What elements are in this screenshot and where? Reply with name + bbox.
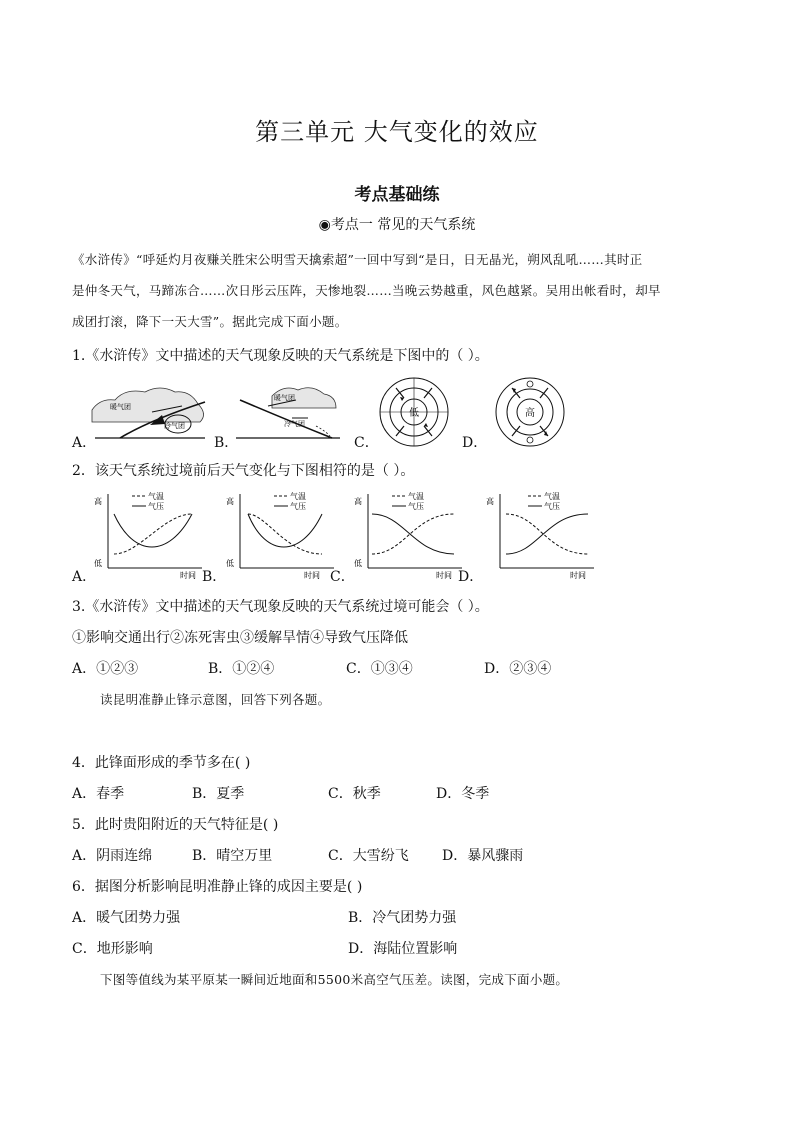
topic-heading: ◉考点一 常见的天气系统 [318,217,476,233]
graph-b-pressure-legend: 气压 [290,502,306,511]
graph-c-temp-legend: 气温 [408,492,424,501]
q1-option-b-label: B． [214,435,239,451]
fig-c-center-label: 低 [409,408,419,419]
graph-b-low: 低 [226,559,234,568]
cyclone-diagram [378,376,450,448]
fig-d-center-label: 高 [525,408,535,419]
q5-option-a: A．阴雨连绵 [72,848,153,864]
graph-b-high: 高 [226,497,234,506]
graph-a [94,488,206,580]
question-2: 2．该天气系统过境前后天气变化与下图相符的是（ ）。 [72,463,415,479]
intro-line-2: 是仲冬天气，马蹄冻合……次日彤云压阵，天惨地裂……当晚云势越重，风色越紧。吴用出帐看时，却早 [72,283,661,298]
graph-c-time: 时间 [436,571,452,580]
q4-option-c: C．秋季 [328,786,381,802]
warm-front-diagram [232,380,344,442]
graph-c [354,488,466,580]
question-1: 1.《水浒传》文中描述的天气现象反映的天气系统是下图中的（ ）。 [72,348,489,364]
q5-option-c: C．大雪纷飞 [328,848,409,864]
question-3: 3.《水浒传》文中描述的天气现象反映的天气系统过境可能会（ ）。 [72,599,489,615]
q1-option-c-label: C． [354,435,379,451]
graph-d-high: 高 [486,497,494,506]
q3-option-a: A．①②③ [72,661,139,677]
q6-option-b: B．冷气团势力强 [348,910,457,926]
q2-option-b-label: B． [202,569,227,585]
intro-line-1: 《水浒传》“呼延灼月夜赚关胜宋公明雪天擒索超”一回中写到“是日，日无晶光，朔风乱吼……其时正 [72,252,643,267]
q1-option-d-label: D． [462,435,488,451]
q4-option-b: B．夏季 [192,786,245,802]
graph-a-temp-legend: 气温 [148,492,164,501]
question-4: 4．此锋面形成的季节多在( ) [72,755,251,771]
graph-d [486,488,598,580]
anticyclone-diagram [494,376,566,448]
q2-option-c-label: C． [330,569,355,585]
graph-c-low: 低 [354,559,362,568]
q6-option-a: A．暖气团势力强 [72,910,181,926]
intro-front-map: 读昆明准静止锋示意图，回答下列各题。 [100,692,331,707]
q5-option-d: D．暴风骤雨 [442,848,524,864]
q3-option-d: D．②③④ [484,661,552,677]
q2-option-d-label: D． [458,569,484,585]
cold-front-diagram [90,380,210,442]
graph-b-temp-legend: 气温 [290,492,306,501]
graph-c-pressure-legend: 气压 [408,502,424,511]
graph-d-pressure-legend: 气压 [544,502,560,511]
intro-passage [72,244,722,337]
q2-option-a-label: A． [72,569,97,585]
q4-option-d: D．冬季 [436,786,490,802]
q3-option-c: C．①③④ [346,661,413,677]
question-5: 5．此时贵阳附近的天气特征是( ) [72,817,279,833]
graph-d-time: 时间 [570,571,586,580]
graph-a-time: 时间 [180,571,196,580]
intro-line-3: 成团打滚，降下一天大雪”。据此完成下面小题。 [72,314,348,329]
graph-b-time: 时间 [304,571,320,580]
q6-option-c: C．地形影响 [72,941,153,957]
fig-a-warm-label: 暖气团 [110,403,131,411]
page-title: 第三单元 大气变化的效应 [255,118,539,146]
intro-pressure-map: 下图等值线为某平原某一瞬间近地面和5500米高空气压差。读图，完成下面小题。 [100,972,569,987]
section-subtitle: 考点基础练 [354,185,440,205]
fig-b-cold-label: 冷气团 [284,420,305,428]
q4-option-a: A．春季 [72,786,125,802]
question-6: 6．据图分析影响昆明准静止锋的成因主要是( ) [72,879,363,895]
graph-d-temp-legend: 气温 [544,492,560,501]
graph-a-low: 低 [94,559,102,568]
q1-option-a-label: A． [72,435,97,451]
q6-option-d: D．海陆位置影响 [348,941,458,957]
question-3-items: ①影响交通出行②冻死害虫③缓解旱情④导致气压降低 [72,630,408,646]
fig-b-warm-label: 暖气团 [274,394,295,402]
graph-c-high: 高 [354,497,362,506]
graph-a-pressure-legend: 气压 [148,502,164,511]
graph-a-high: 高 [94,497,102,506]
fig-a-cold-label: 冷气团 [164,422,185,430]
q5-option-b: B．晴空万里 [192,848,273,864]
q3-option-b: B．①②④ [208,661,275,677]
graph-b [226,488,338,580]
